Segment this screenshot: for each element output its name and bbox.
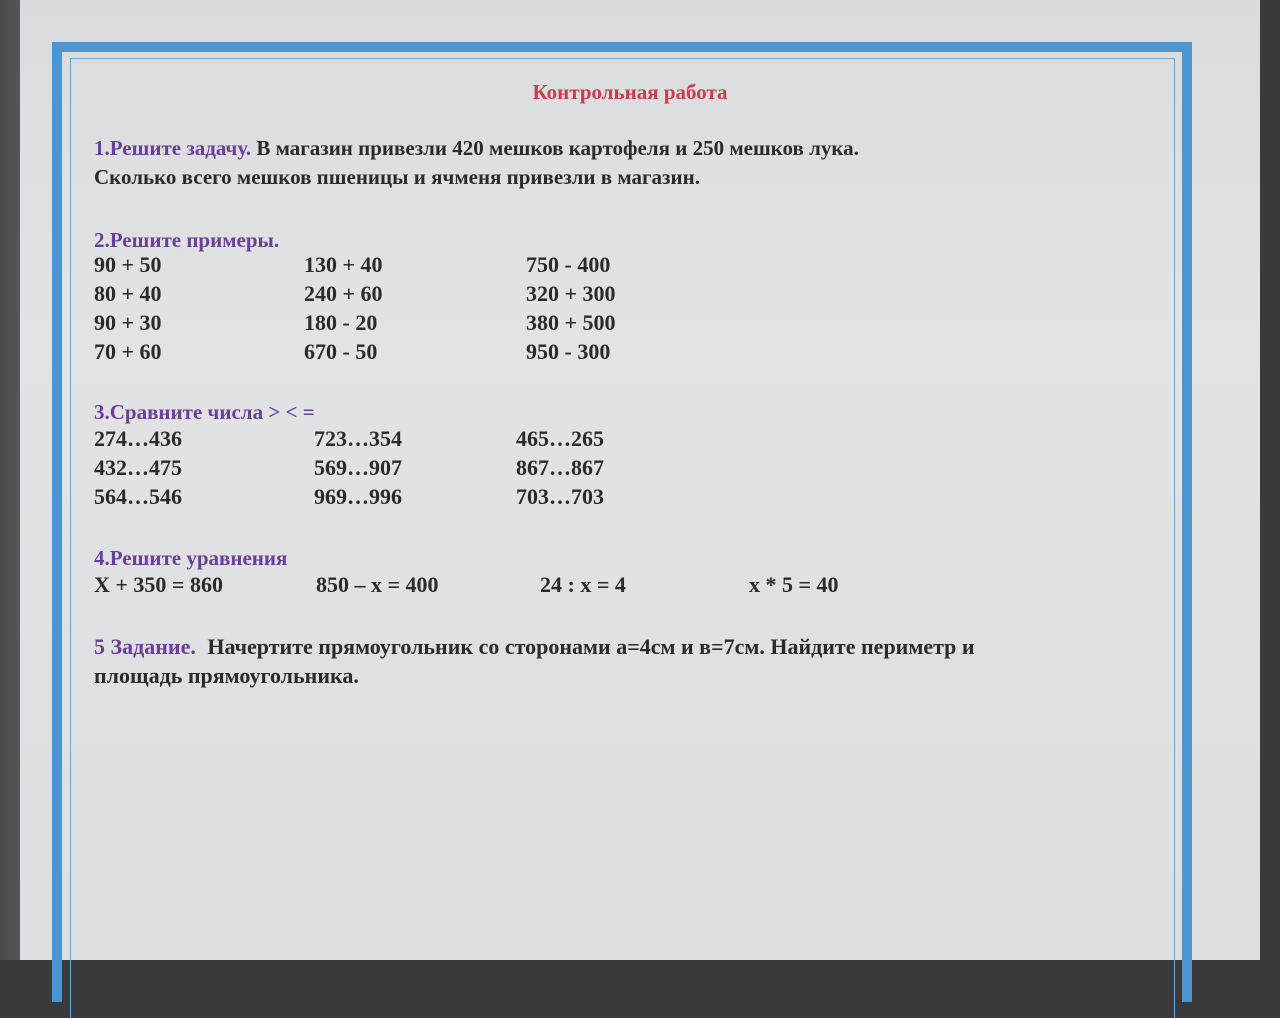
task-5-line-1: Начертите прямоугольник со сторонами а=4см и в=7см. Найдите периметр и xyxy=(207,634,975,659)
equation: X + 350 = 860 xyxy=(94,572,223,597)
example-cell: 70 + 60 xyxy=(94,339,162,364)
task-1-line-1: В магазин привезли 420 мешков картофеля и 250 мешков лука. xyxy=(256,136,859,160)
example-cell: 750 - 400 xyxy=(526,252,611,277)
equation: 850 – x = 400 xyxy=(316,572,439,597)
example-cell: 90 + 50 xyxy=(94,252,162,277)
compare-cell: 432…475 xyxy=(94,455,182,480)
example-cell: 670 - 50 xyxy=(304,339,378,364)
task-2-examples xyxy=(94,252,894,372)
task-3-heading xyxy=(94,398,315,427)
task-2-heading-text: 2.Решите примеры. xyxy=(94,228,280,252)
compare-cell: 274…436 xyxy=(94,426,182,451)
task-5 xyxy=(94,632,975,690)
worksheet xyxy=(90,76,1150,716)
task-4-equations xyxy=(94,572,994,602)
compare-cell: 723…354 xyxy=(314,426,402,451)
task-3-comparisons xyxy=(94,426,894,516)
equation: 24 : x = 4 xyxy=(540,572,626,597)
page-title: Контрольная работа xyxy=(532,80,728,104)
compare-cell: 569…907 xyxy=(314,455,402,480)
task-3-heading-text: 3.Сравните числа > < = xyxy=(94,400,315,424)
example-cell: 380 + 500 xyxy=(526,310,616,335)
task-2-heading xyxy=(94,226,279,255)
example-cell: 240 + 60 xyxy=(304,281,383,306)
task-4-heading xyxy=(94,544,287,573)
example-cell: 80 + 40 xyxy=(94,281,162,306)
compare-cell: 867…867 xyxy=(516,455,604,480)
task-1-heading: 1.Решите задачу. xyxy=(94,136,252,160)
task-5-line-2: площадь прямоугольника. xyxy=(94,663,359,688)
compare-cell: 465…265 xyxy=(516,426,604,451)
task-5-heading: 5 Задание. xyxy=(94,634,196,659)
example-cell: 130 + 40 xyxy=(304,252,383,277)
compare-cell: 564…546 xyxy=(94,484,182,509)
example-cell: 950 - 300 xyxy=(526,339,611,364)
task-4-heading-text: 4.Решите уравнения xyxy=(94,546,288,570)
task-1 xyxy=(94,134,859,192)
task-1-line-2: Сколько всего мешков пшеницы и ячменя привезли в магазин. xyxy=(94,165,700,189)
equation: x * 5 = 40 xyxy=(749,572,839,597)
compare-cell: 969…996 xyxy=(314,484,402,509)
compare-cell: 703…703 xyxy=(516,484,604,509)
example-cell: 90 + 30 xyxy=(94,310,162,335)
example-cell: 320 + 300 xyxy=(526,281,616,306)
example-cell: 180 - 20 xyxy=(304,310,378,335)
